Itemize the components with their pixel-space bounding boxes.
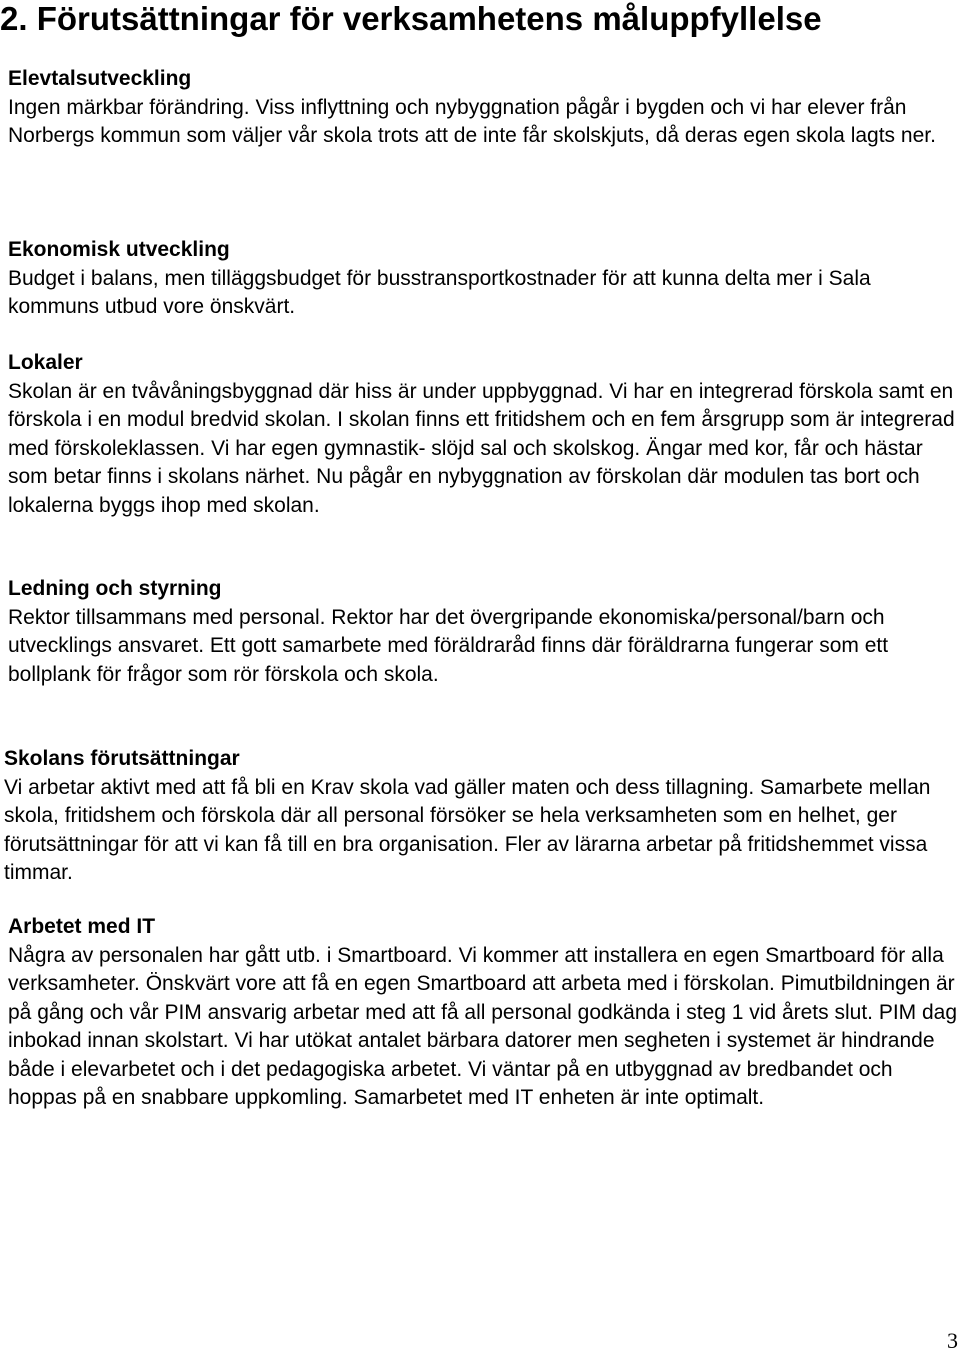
- page-number: 3: [947, 1328, 958, 1353]
- section-elevtalsutveckling: [8, 65, 958, 151]
- section-body: Budget i balans, men tilläggsbudget för busstransportkostnader för att kunna delta mer i Sala kommuns utbud vore önskvärt.: [8, 266, 871, 318]
- section-heading: Arbetet med IT: [8, 915, 156, 938]
- section-ledning-och-styrning: [8, 575, 958, 689]
- section-body: Vi arbetar aktivt med att få bli en Krav skola vad gäller maten och dess tillagning. Samarbete mellan skola, fritidshem och förskola där all personal försöker se hela verksamheten som en helhet, ger förutsättningar för att vi kan få till en bra organisation. Fler av lärarna arbetar på fritidshemmet vissa timmar.: [4, 775, 931, 884]
- page-title: 2. Förutsättningar för verksamhetens måluppfyllelse: [0, 0, 822, 37]
- section-heading: Lokaler: [8, 351, 83, 374]
- section-skolans-forutsattningar: [4, 745, 954, 888]
- section-heading: Skolans förutsättningar: [4, 747, 240, 770]
- section-body: Skolan är en tvåvåningsbyggnad där hiss är under uppbyggnad. Vi har en integrerad förskola samt en förskola i en modul bredvid skolan. I skolan finns ett fritidshem och en fem årsgrupp som är integrerad med förskoleklassen. Vi har egen gymnastik- slöjd sal och skolskog. Ängar med kor, får och hästar som betar finns i skolans närhet. Nu pågår en nybyggnation av förskolan där modulen tas bort och lokalerna byggs ihop med skolan.: [8, 379, 955, 517]
- section-body: Ingen märkbar förändring. Viss inflyttning och nybyggnation pågår i bygden och vi har elever från Norbergs kommun som väljer vår skola trots att de inte får skolskjuts, då deras egen skola lagts ner.: [8, 95, 936, 147]
- section-body: Rektor tillsammans med personal. Rektor har det övergripande ekonomiska/personal/barn och utvecklings ansvaret. Ett gott samarbete med föräldraråd finns där föräldrarna fungerar som ett bollplank för frågor som rör förskola och skola.: [8, 605, 889, 686]
- section-ekonomisk-utveckling: [8, 236, 958, 322]
- section-arbetet-med-it: [8, 913, 958, 1113]
- section-heading: Ekonomisk utveckling: [8, 238, 230, 261]
- section-body: Några av personalen har gått utb. i Smartboard. Vi kommer att installera en egen Smartboard för alla verksamheter. Önskvärt vore att få en egen Smartboard att arbeta med i förskolan. Pimutbildningen är på gång och vår PIM ansvarig arbetar med att få all personal godkända i steg 1 vid årets slut. PIM dag inbokad innan skolstart. Vi har utökat antalet bärbara datorer men segheten i systemet är hindrande både i elevarbetet och i det pedagogiska arbetet. Vi väntar på en utbyggnad av bredbandet och hoppas på en snabbare uppkomling. Samarbetet med IT enheten är inte optimalt.: [8, 943, 958, 1109]
- section-heading: Ledning och styrning: [8, 577, 222, 600]
- section-lokaler: [8, 349, 958, 520]
- section-heading: Elevtalsutveckling: [8, 67, 192, 90]
